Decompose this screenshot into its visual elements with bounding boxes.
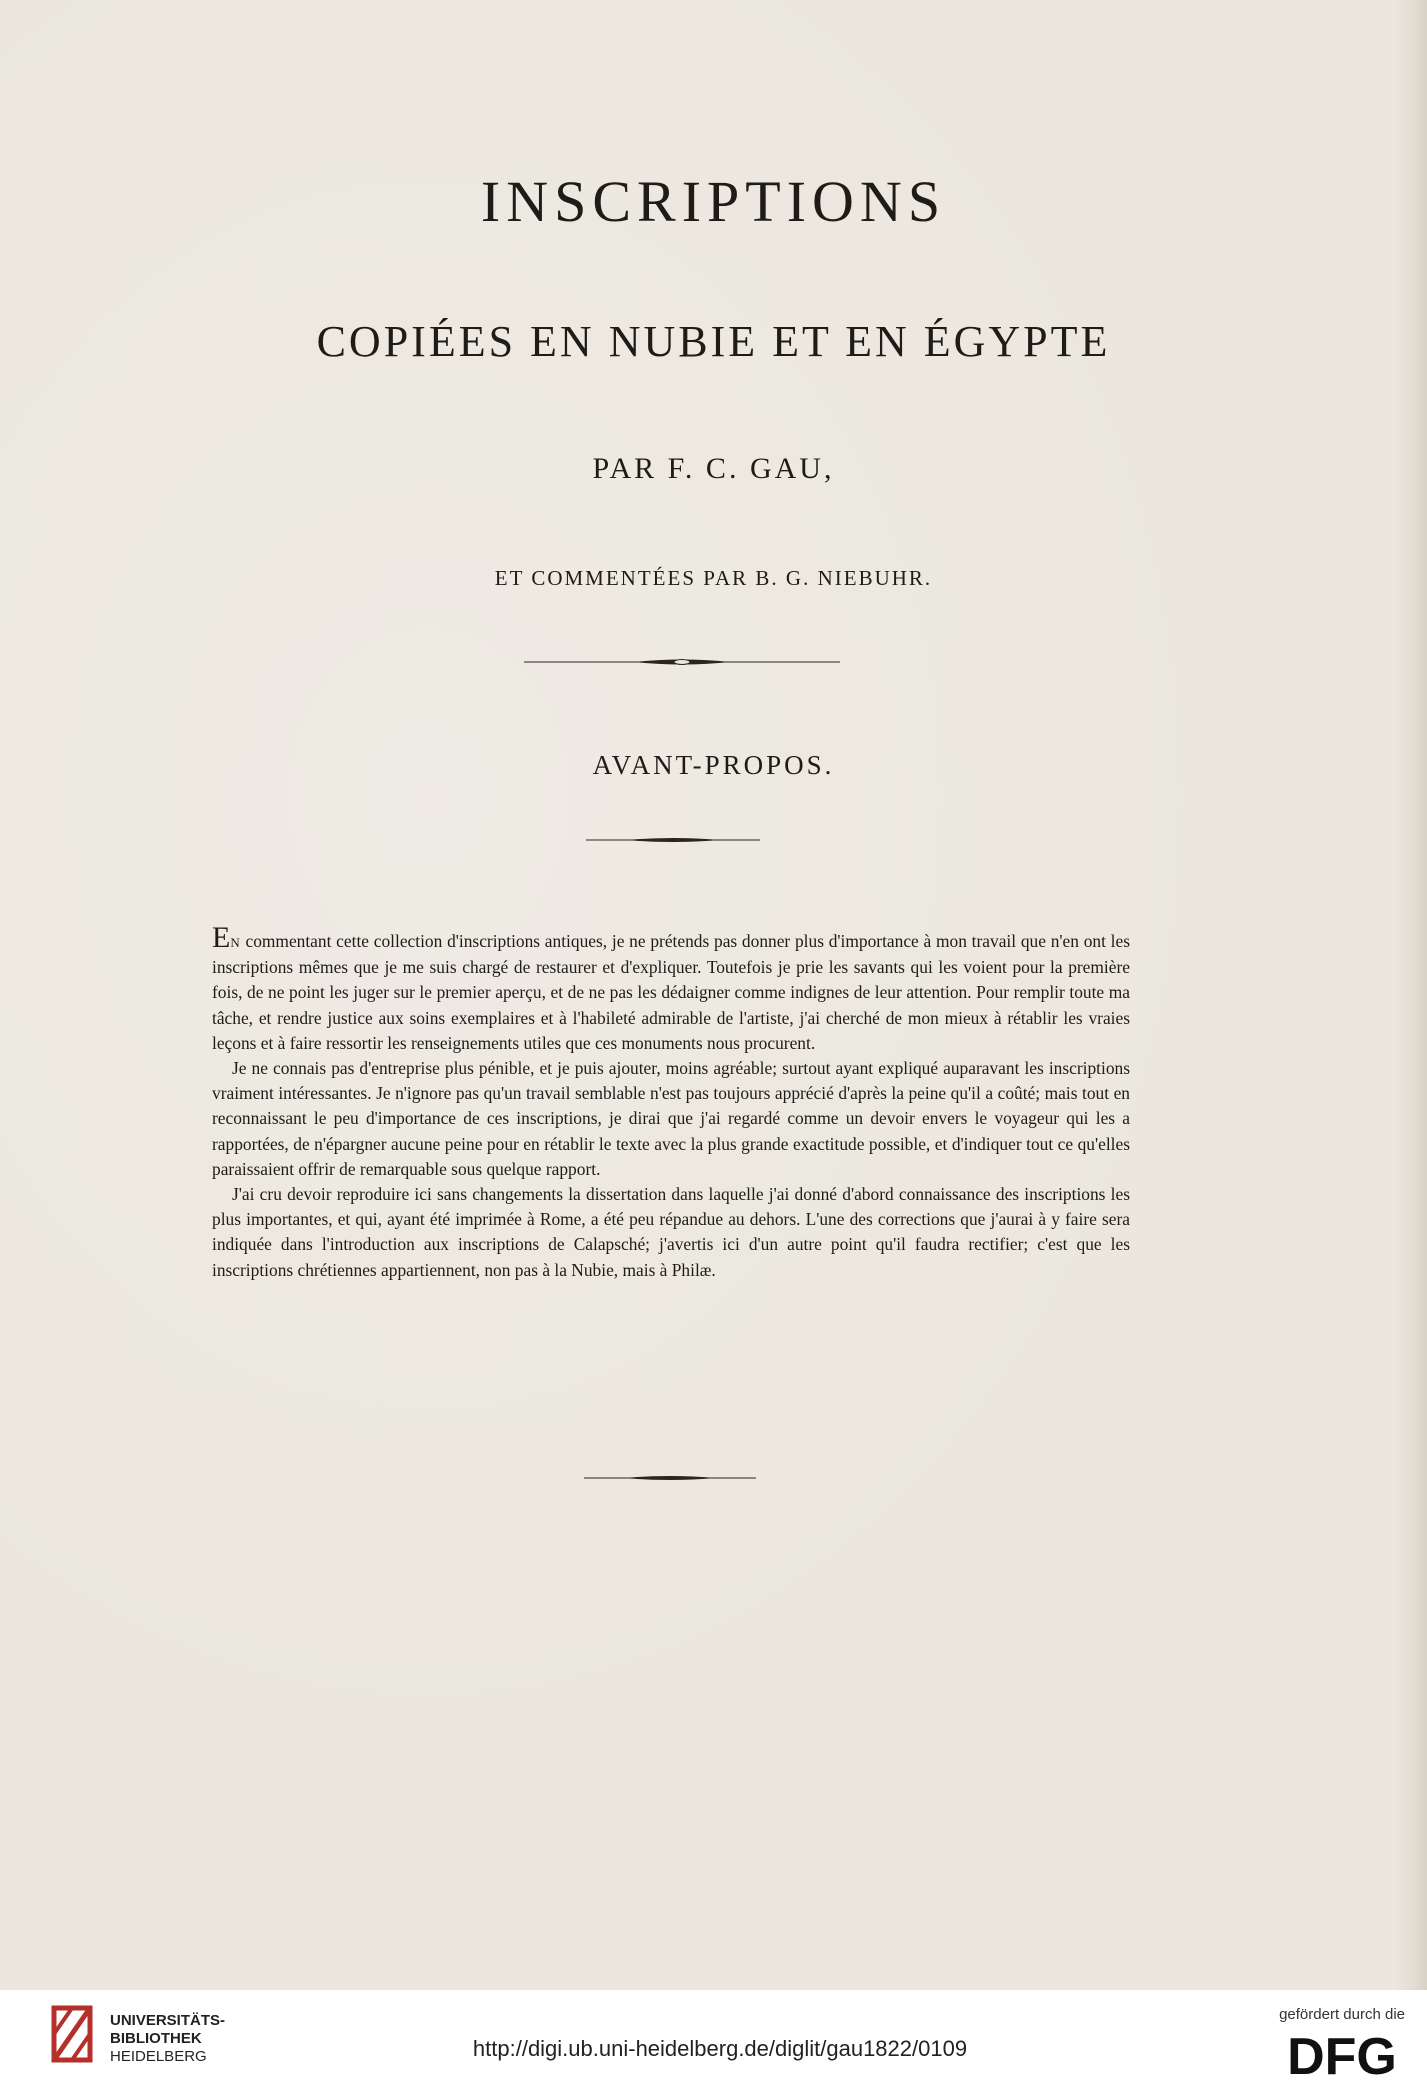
section-rule [586,836,760,844]
author-line: PAR F. C. GAU, [592,452,835,485]
book-title: INSCRIPTIONS [480,169,947,234]
funding-note: gefördert durch die [1279,2006,1405,2023]
library-name-line: UNIVERSITÄTS- [110,2012,226,2029]
paragraph-text: commentant cette collection d'inscriptions antiques, je ne prétends pas donner plus d'importance à mon travail que n'en ont les inscriptions mêmes que je me suis chargé de restaurer et d'expliquer. Toutefois je prie les savants qui les voient pour la première fois, de ne point les juger sur le premier aperçu, et de ne pas les dédaigner comme indignes de leur attention. Pour remplir toute ma tâche, et rendre justice aux soins exemplaires et à l'habileté admirable de l'artiste, j'ai cherché de mon mieux à rétablir les vraies leçons et à faire ressortir les renseignements utiles que ces monuments nous procurent. [212,931,1130,1053]
end-rule [584,1474,756,1482]
drop-cap: E [212,921,231,954]
library-name-line: BIBLIOTHEK [110,2030,202,2047]
ornamental-rule [524,656,840,668]
paragraph [212,921,1130,1056]
small-cap: N [230,935,241,950]
page-edge [1395,0,1427,1990]
permalink[interactable]: http://digi.ub.uni-heidelberg.de/diglit/gau1822/0109 [472,2036,968,2061]
book-subtitle: COPIÉES EN NUBIE ET EN ÉGYPTE [316,317,1111,366]
library-logo-icon[interactable] [50,2004,98,2066]
section-heading: AVANT-PROPOS. [592,750,835,780]
paragraph: J'ai cru devoir reproduire ici sans changements la dissertation dans laquelle j'ai donné d'abord connaissance des inscriptions les plus importantes, et qui, ayant été imprimée à Rome, a été peu répandue au dehors. L'une des corrections que j'aurai à y faire sera indiquée dans l'introduction aux inscriptions de Calapsché; j'avertis ici d'un autre point qu'il faudra rectifier; c'est que les inscriptions chrétiennes appartiennent, non pas à la Nubie, mais à Philæ. [212,1184,1130,1280]
paragraph: Je ne connais pas d'entreprise plus pénible, et je puis ajouter, moins agréable; surtout ayant expliqué auparavant les inscriptions vraiment intéressantes. Je n'ignore pas qu'un travail semblable n'est pas toujours apprécié d'après la peine qu'il a coûté; mais tout en reconnaissant le peu d'importance de ces inscriptions, je dirai que j'ai regardé comme un devoir envers le voyageur qui les a rapportées, de n'épargner aucune peine pour en rétablir le texte avec la plus grande exactitude possible, et d'indiquer tout ce qu'elles paraissaient offrir de remarquable sous quelque rapport. [212,1058,1130,1179]
library-name-line: HEIDELBERG [110,2048,207,2065]
dfg-logo-text: DFG [1287,2030,1397,2080]
library-name[interactable] [110,2012,225,2066]
foreword-text [212,921,1130,1283]
dfg-logo-icon[interactable] [1272,2030,1412,2080]
commentary-line: ET COMMENTÉES PAR B. G. NIEBUHR. [494,566,933,590]
